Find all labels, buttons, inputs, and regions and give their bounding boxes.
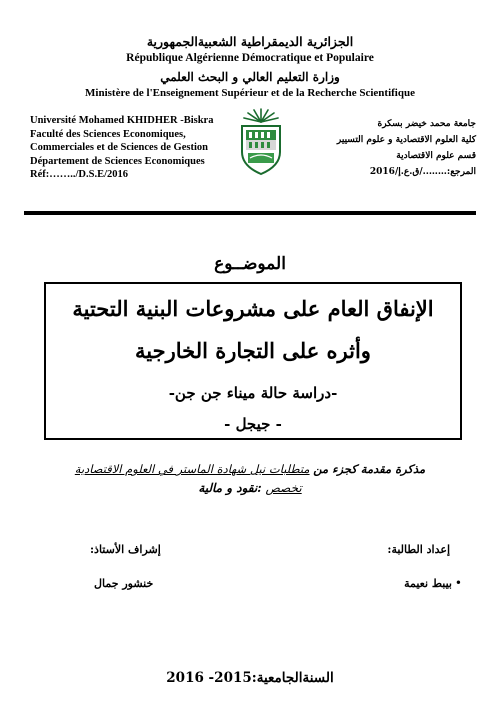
memo-description bbox=[0, 462, 500, 476]
prepared-by-label: إعداد الطالبة: bbox=[387, 543, 450, 556]
republic-arabic: الجزائرية الديمقراطية الشعبيةالجمهورية bbox=[146, 34, 354, 49]
specialization-label: تخصص bbox=[265, 481, 302, 495]
republic-french: République Algérienne Démocratique et Populaire bbox=[126, 52, 374, 64]
memo-prefix: مذكرة مقدمة كجزء من bbox=[313, 462, 426, 476]
bullet-icon: • bbox=[454, 576, 462, 590]
academic-year: السنةالجامعية:2015- 2016 bbox=[166, 670, 334, 686]
student-name: بيبط نعيمة bbox=[404, 577, 452, 590]
specialization-value: :نقود و مالية bbox=[198, 481, 262, 495]
thesis-title-line-1: الإنفاق العام على مشروعات البنية التحتية bbox=[72, 296, 434, 321]
reference-fr: Réf:……../D.S.E/2016 bbox=[30, 169, 128, 180]
university-name-ar: جامعة محمد خيضر بسكرة bbox=[377, 119, 476, 129]
specialization-line bbox=[0, 481, 500, 495]
case-study-location: - جيجل - bbox=[224, 415, 282, 433]
title-box bbox=[44, 282, 462, 440]
university-name-fr: Université Mohamed KHIDHER -Biskra bbox=[30, 115, 214, 126]
department-name-ar: قسم علوم الاقتصادية bbox=[396, 151, 476, 161]
faculty-name-ar: كلية العلوم الاقتصادية و علوم التسيير bbox=[336, 135, 476, 145]
faculty-name-fr-1: Faculté des Sciences Economiques, bbox=[30, 128, 186, 140]
memo-requirement: متطلبات نيل شهادة الماستر في العلوم الاقتصادية bbox=[74, 462, 310, 476]
header-divider bbox=[24, 211, 476, 215]
thesis-title-line-2: وأثره على التجارة الخارجية bbox=[135, 338, 371, 363]
subject-heading: الموضــوع bbox=[214, 254, 286, 274]
university-block-french bbox=[30, 114, 235, 182]
case-study-line: -دراسة حالة ميناء جن جن- bbox=[168, 384, 338, 402]
university-block-arabic bbox=[306, 116, 476, 180]
ministry-french: Ministère de l'Enseignement Supérieur et de la Recherche Scientifique bbox=[85, 87, 415, 99]
university-logo bbox=[238, 106, 284, 178]
department-name-fr: Département de Sciences Economiques bbox=[30, 155, 205, 167]
reference-ar: المرجع:……../ق.ع.إ/2016 bbox=[369, 167, 476, 177]
supervised-by-label: إشراف الأستاذ: bbox=[90, 543, 161, 556]
supervisor-name: خنشور جمال bbox=[94, 577, 154, 590]
ministry-arabic: وزارة التعليم العالي و البحث العلمي bbox=[160, 70, 340, 84]
faculty-name-fr-2: Commerciales et de Sciences de Gestion bbox=[30, 142, 208, 153]
